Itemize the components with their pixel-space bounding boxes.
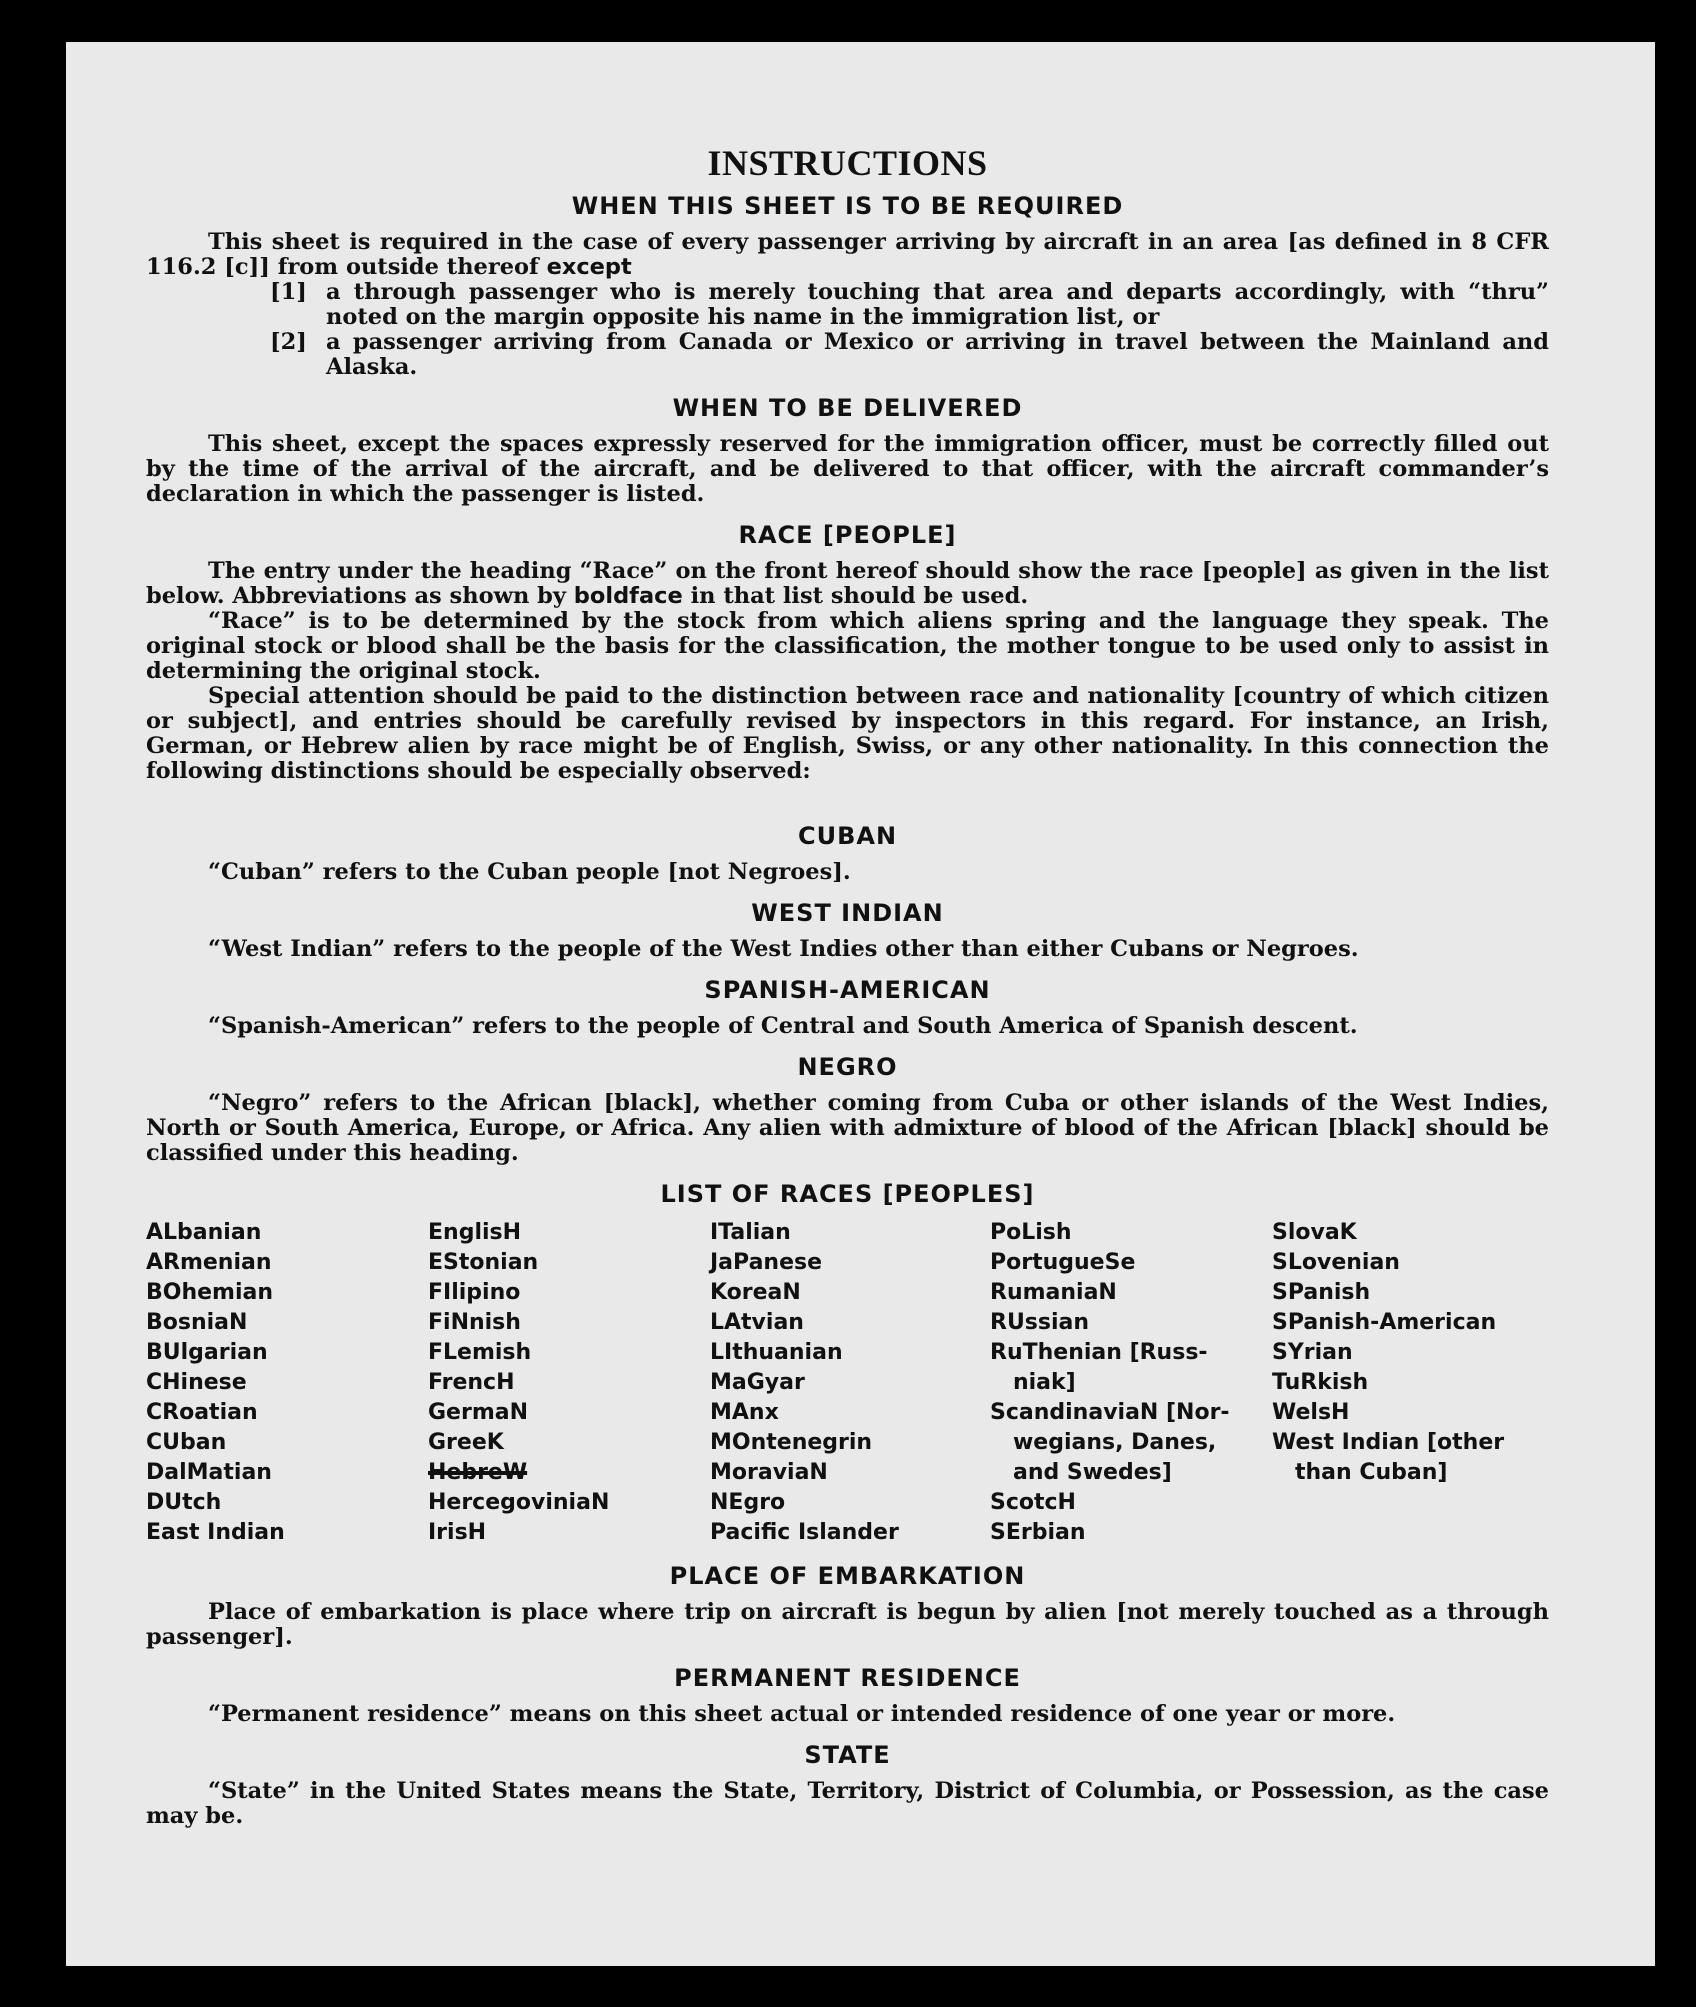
race-entry-struck: HebreW: [428, 1460, 528, 1485]
heading-west-indian: WEST INDIAN: [751, 899, 944, 927]
race-entry: CRoatian: [146, 1400, 258, 1425]
race-entry: than Cuban]: [1272, 1460, 1448, 1485]
race-entry: ALbanian: [146, 1220, 262, 1245]
race-column-1: [146, 1218, 428, 1548]
race-entry: FiNnish: [428, 1310, 521, 1335]
document-page: [66, 42, 1655, 1966]
race-entry: HercegoviniaN: [428, 1490, 610, 1515]
race-entry: TuRkish: [1272, 1370, 1369, 1395]
race-entry: DalMatian: [146, 1460, 272, 1485]
heading-when-required: WHEN THIS SHEET IS TO BE REQUIRED: [571, 192, 1124, 220]
race-entry: Pacific Islander: [710, 1520, 899, 1545]
page-title: INSTRUCTIONS: [707, 143, 988, 183]
race-entry: KoreaN: [710, 1280, 801, 1305]
race-entry: GreeK: [428, 1430, 504, 1455]
race-entry: MaGyar: [710, 1370, 805, 1395]
race-entry: RumaniaN: [990, 1280, 1117, 1305]
race-entry: niak]: [990, 1370, 1076, 1395]
race-entry: BosniaN: [146, 1310, 248, 1335]
race-entry: CUban: [146, 1430, 227, 1455]
race-entry: and Swedes]: [990, 1460, 1172, 1485]
race-entry: BUlgarian: [146, 1340, 268, 1365]
spanish-american-text: “Spanish-American” refers to the people of Central and South America of Spanish descent.: [208, 1013, 1358, 1039]
race-entry: BOhemian: [146, 1280, 274, 1305]
embarkation-text: Place of embarkation is place where trip on aircraft is begun by alien [not merely touched as a through passenger].: [146, 1599, 1549, 1650]
race-entry: MOntenegrin: [710, 1430, 873, 1455]
heading-spanish-american: SPANISH-AMERICAN: [704, 976, 991, 1004]
race-entry: IrisH: [428, 1520, 487, 1545]
race-entry: EStonian: [428, 1250, 539, 1275]
race-entry: DUtch: [146, 1490, 222, 1515]
race-entry: RUssian: [990, 1310, 1090, 1335]
race-entry: MoraviaN: [710, 1460, 828, 1485]
heading-race: RACE [PEOPLE]: [738, 521, 957, 549]
race-entry: SPanish: [1272, 1280, 1371, 1305]
heading-permanent-residence: PERMANENT RESIDENCE: [674, 1664, 1021, 1692]
race-entry: FIlipino: [428, 1280, 521, 1305]
race-entry: WelsH: [1272, 1400, 1350, 1425]
exception-item-2: [2] a passenger arriving from Canada or Mexico or arriving in travel between the Mainland and Alaska.: [270, 329, 1549, 380]
race-entry: FLemish: [428, 1340, 532, 1365]
west-indian-text: “West Indian” refers to the people of the West Indies other than either Cubans or Negroes.: [208, 936, 1359, 962]
race-entry: SlovaK: [1272, 1220, 1357, 1245]
race-entry: LAtvian: [710, 1310, 804, 1335]
residence-text: “Permanent residence” means on this sheet actual or intended residence of one year or more.: [208, 1701, 1396, 1727]
heading-list-of-races: LIST OF RACES [PEOPLES]: [660, 1180, 1035, 1208]
race-entry: ARmenian: [146, 1250, 272, 1275]
race-entry: West Indian [other: [1272, 1430, 1505, 1455]
race-column-4: [990, 1218, 1272, 1548]
race-entry: ScandinaviaN [Nor-: [990, 1400, 1230, 1425]
race-entry: FrencH: [428, 1370, 515, 1395]
race-column-3: [710, 1218, 990, 1548]
exception-item-1: [1] a through passenger who is merely touching that area and departs accordingly, with “thru” noted on the margin opposite his name in the immigration list, or: [270, 279, 1549, 330]
race-entry: MAnx: [710, 1400, 779, 1425]
race-entry: PoLish: [990, 1220, 1072, 1245]
race-entry: SYrian: [1272, 1340, 1353, 1365]
race-entry: NEgro: [710, 1490, 786, 1515]
race-paragraph-3: Special attention should be paid to the distinction between race and nationality [country of which citizen or subject], and entries should be carefully revised by inspectors in this regard. For instance, an Irish, German, or Hebrew alien by race might be of English, Swiss, or any other nationality. In this connection the following distinctions should be especially observed:: [146, 683, 1549, 784]
when-delivered-text: This sheet, except the spaces expressly reserved for the immigration officer, must be correctly filled out by the time of the arrival of the aircraft, and be delivered to that officer, with the aircraft commander’s declaration in which the passenger is listed.: [146, 431, 1549, 507]
race-entry: ScotcH: [990, 1490, 1076, 1515]
state-text: “State” in the United States means the State, Territory, District of Columbia, or Possession, as the case may be.: [146, 1778, 1549, 1829]
race-column-5: [1272, 1218, 1532, 1548]
heading-negro: NEGRO: [797, 1053, 898, 1081]
race-entry: JaPanese: [710, 1250, 823, 1275]
heading-cuban: CUBAN: [797, 822, 898, 850]
race-entry: LIthuanian: [710, 1340, 843, 1365]
race-entry: wegians, Danes,: [990, 1430, 1217, 1455]
race-entry: GermaN: [428, 1400, 529, 1425]
race-entry: RuThenian [Russ-: [990, 1340, 1208, 1365]
race-entry: SErbian: [990, 1520, 1086, 1545]
cuban-text: “Cuban” refers to the Cuban people [not Negroes].: [208, 859, 851, 885]
race-entry: EnglisH: [428, 1220, 522, 1245]
race-entry: SPanish-American: [1272, 1310, 1497, 1335]
race-entry: CHinese: [146, 1370, 247, 1395]
negro-text: “Negro” refers to the African [black], whether coming from Cuba or other islands of the West Indies, North or South America, Europe, or Africa. Any alien with admixture of blood of the African [black] should be classified under this heading.: [146, 1090, 1549, 1166]
race-paragraph-1: The entry under the heading “Race” on the front hereof should show the race [people] as given in the list below. Abbreviations as shown by boldface in that list should be used.: [146, 558, 1549, 609]
race-column-2: [428, 1218, 710, 1548]
heading-state: STATE: [804, 1741, 891, 1769]
heading-when-delivered: WHEN TO BE DELIVERED: [672, 394, 1023, 422]
race-entry: East Indian: [146, 1520, 285, 1545]
heading-embarkation: PLACE OF EMBARKATION: [669, 1562, 1026, 1590]
when-required-intro: This sheet is required in the case of every passenger arriving by aircraft in an area [as defined in 8 CFR 116.2 [c]] from outside thereof except: [146, 229, 1549, 280]
race-list: [146, 1218, 1549, 1548]
race-entry: ITalian: [710, 1220, 791, 1245]
race-entry: SLovenian: [1272, 1250, 1400, 1275]
race-entry: PortugueSe: [990, 1250, 1136, 1275]
race-paragraph-2: “Race” is to be determined by the stock from which aliens spring and the language they speak. The original stock or blood shall be the basis for the classification, the mother tongue to be used only to assist in determining the original stock.: [146, 608, 1549, 684]
